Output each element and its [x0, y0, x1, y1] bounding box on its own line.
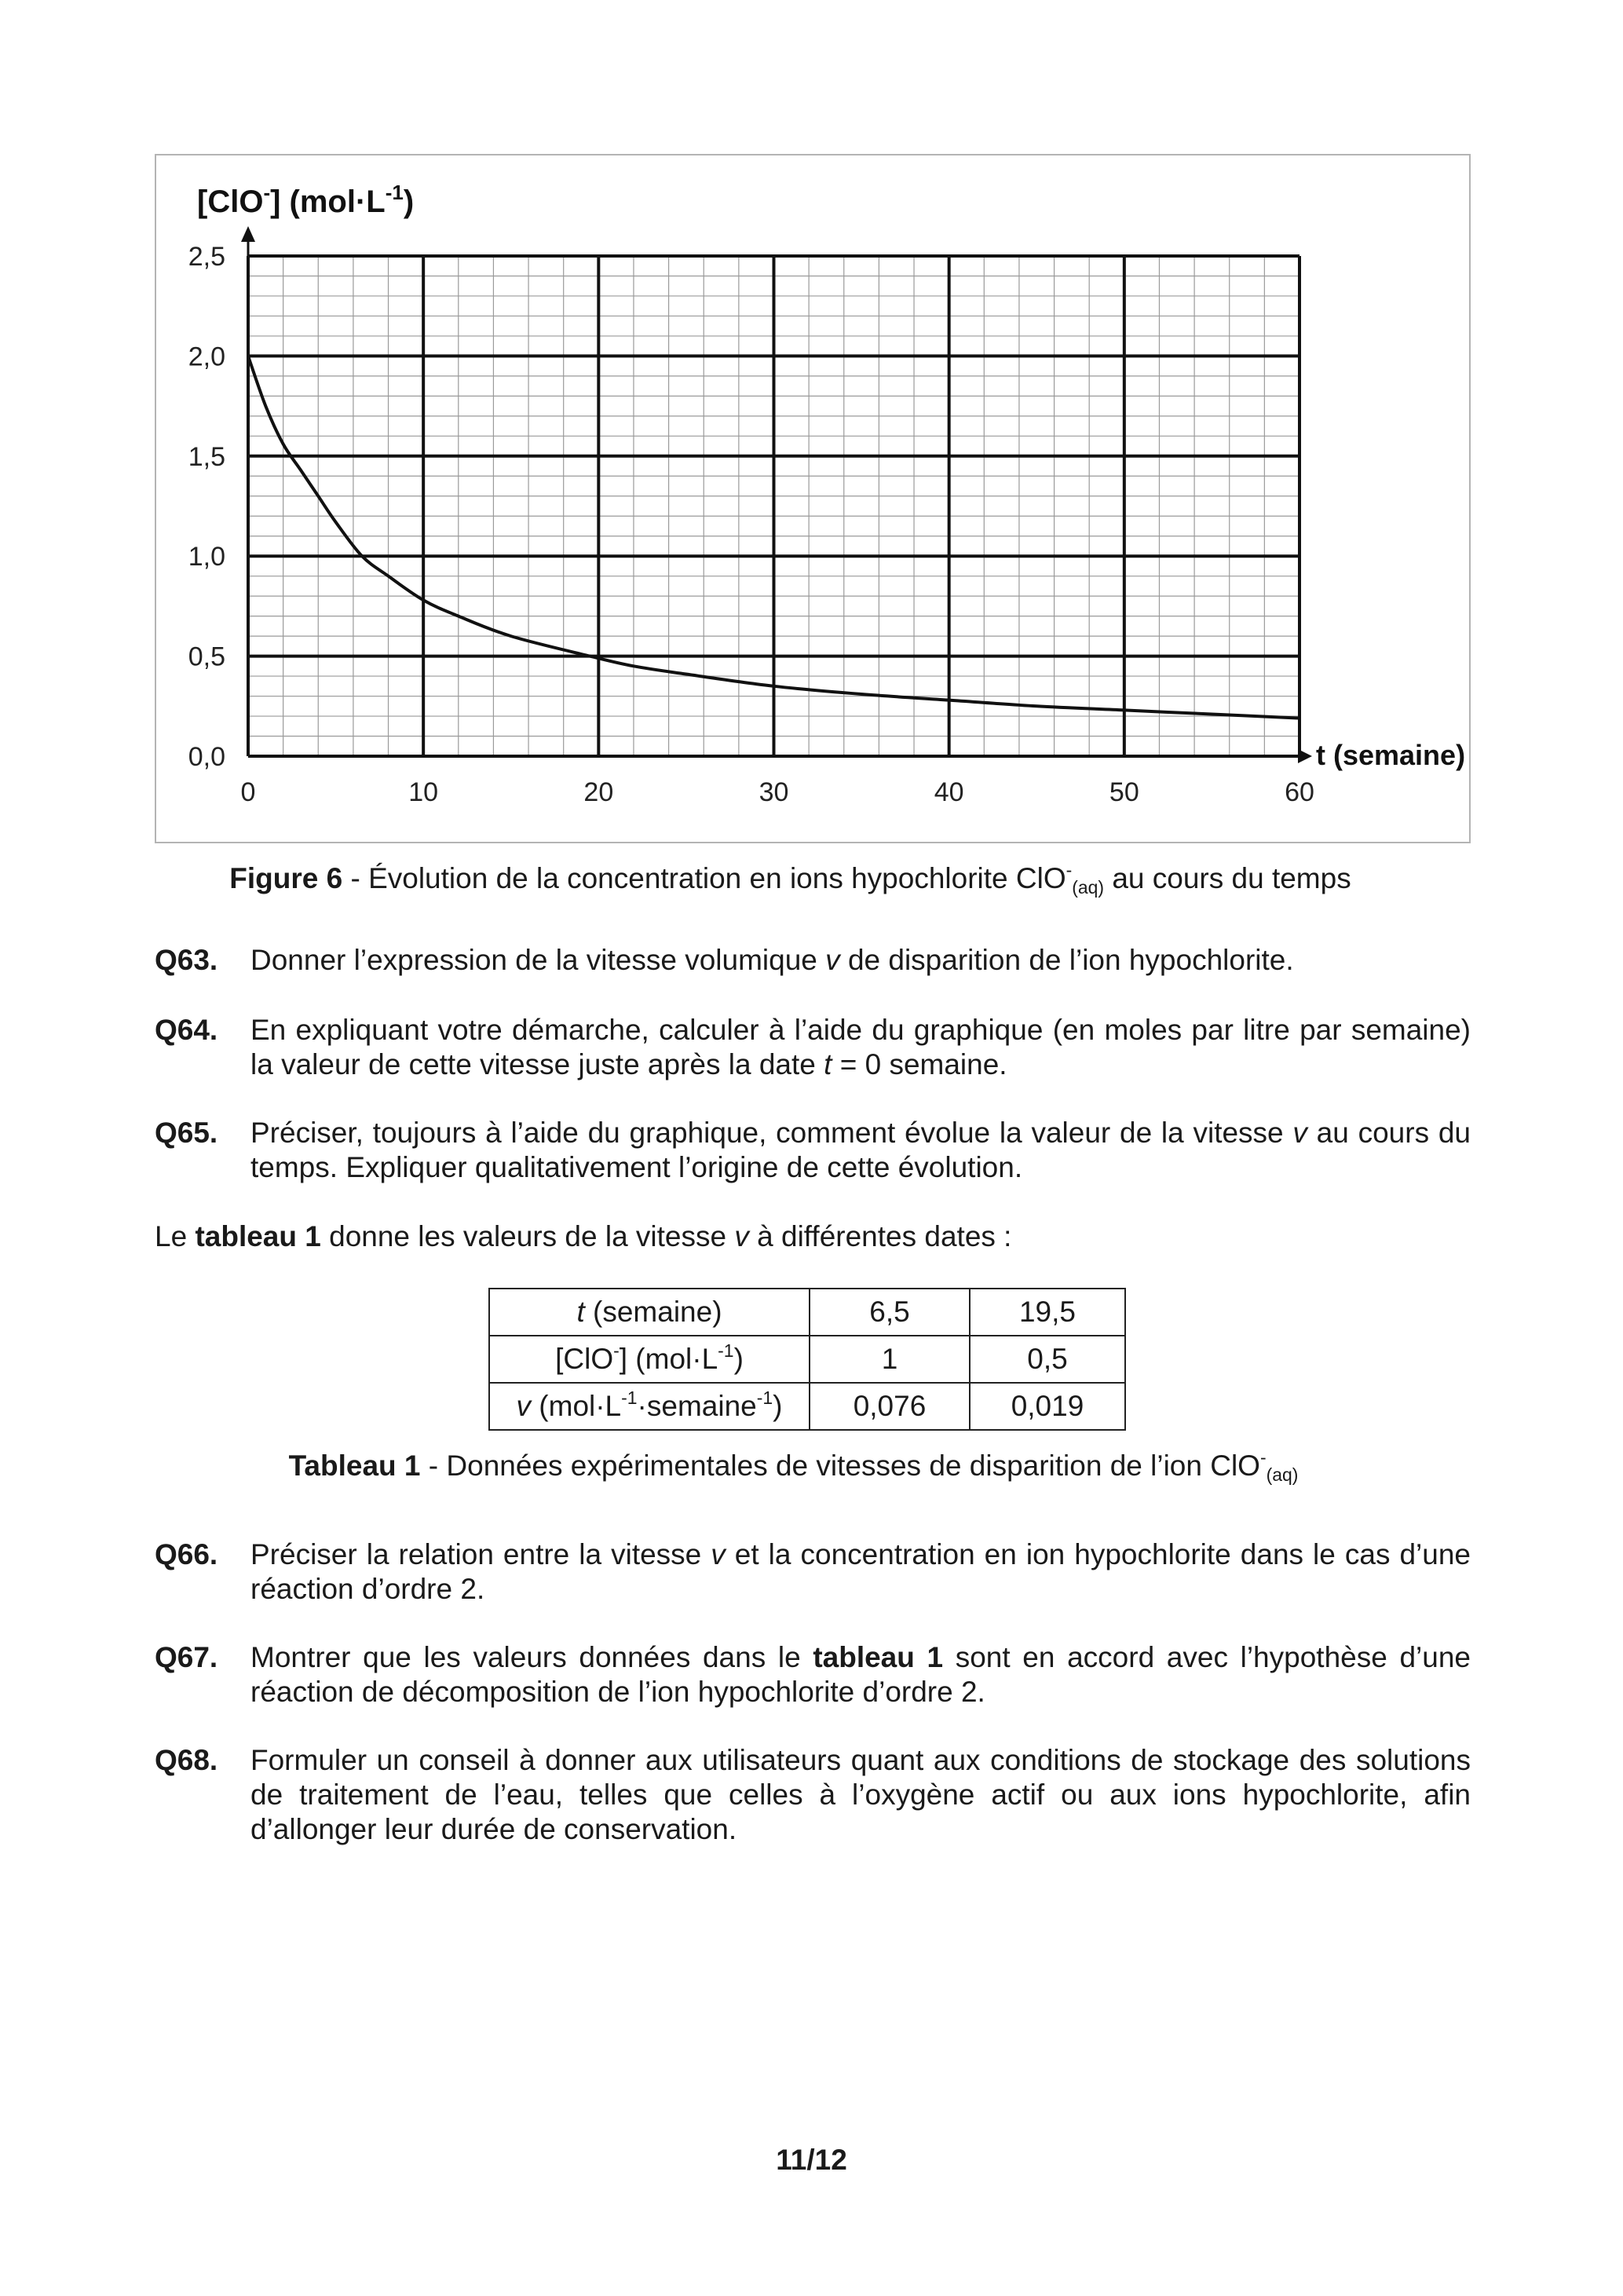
table-cell: 0,076 [810, 1383, 970, 1430]
intro-b: donne les valeurs de la vitesse [320, 1220, 735, 1252]
concentration-chart [156, 155, 1472, 845]
question-number: Q66. [155, 1538, 218, 1570]
y-tick-label: 2,5 [188, 242, 225, 272]
table-cell: 19,5 [970, 1289, 1125, 1336]
y-axis-title: [ClO-] $(mol\cdot L^{-1})$ [197, 181, 415, 219]
question-text: Donner l’expression de la vitesse volumique v de disparition de l’ion hypochlorite. [250, 944, 1294, 976]
figure-caption [0, 860, 1602, 898]
intro-v: v [734, 1220, 749, 1252]
data-table [488, 1288, 1126, 1431]
table-row [489, 1383, 1125, 1430]
question-text: Montrer que les valeurs données dans le tableau 1 sont en accord avec l’hypothèse d’une réaction de décomposition de l’ion hypochlorite d’ordre 2. [250, 1641, 1471, 1708]
table-caption-sub: (aq) [1266, 1464, 1299, 1485]
y-axis-arrow [241, 226, 255, 242]
y-tick-label: 0,0 [188, 742, 225, 772]
table-cell: 1 [810, 1336, 970, 1383]
question-number: Q67. [155, 1641, 218, 1673]
question-number: Q63. [155, 944, 218, 976]
question-text: Préciser la relation entre la vitesse v et la concentration en ion hypochlorite dans le cas d’une réaction d’ordre 2. [250, 1538, 1471, 1605]
question-number: Q68. [155, 1744, 218, 1776]
question-number: Q64. [155, 1014, 218, 1046]
table-caption-text: - Données expérimentales de vitesses de disparition de l’ion ClO [420, 1450, 1260, 1482]
question-text: En expliquant votre démarche, calculer à l’aide du graphique (en moles par litre par semaine) la valeur de cette vitesse juste après la date t = 0 semaine. [250, 1014, 1471, 1080]
page-number: 11/12 [776, 2144, 847, 2176]
table-row [489, 1336, 1125, 1383]
x-axis-title: t (semaine) [1316, 739, 1466, 771]
question-q68 [155, 1743, 1471, 1847]
question-q67 [155, 1640, 1471, 1709]
table-cell: 0,5 [970, 1336, 1125, 1383]
question-q66 [155, 1537, 1471, 1607]
intro-a: Le [155, 1220, 196, 1252]
figure-6 [155, 154, 1471, 843]
figure-caption-label: Figure 6 [229, 862, 343, 894]
table-row [489, 1289, 1125, 1336]
x-tick-label: 60 [1285, 777, 1314, 807]
x-tick-label: 30 [758, 777, 789, 807]
table-caption-sup: - [1259, 1447, 1267, 1468]
x-tick-label: 50 [1109, 777, 1139, 807]
x-axis-arrow [1298, 749, 1312, 763]
table-intro [155, 1219, 1471, 1254]
table-cell: t (semaine) [489, 1289, 810, 1336]
table-caption [0, 1447, 1605, 1485]
question-text: Formuler un conseil à donner aux utilisateurs quant aux conditions de stockage des solutions de traitement de l’eau, telles que celles à l’oxygène actif ou aux ions hypochlorite, afin d’allonger leur durée de conservation. [250, 1744, 1471, 1845]
question-q63 [155, 943, 1471, 978]
table-cell: [ClO-] $(mol\cdot L^{-1})$ [489, 1336, 810, 1383]
figure-caption-text: - Évolution de la concentration en ions hypochlorite ClO [342, 862, 1066, 894]
table-caption-label: Tableau 1 [288, 1450, 421, 1482]
y-tick-label: 0,5 [188, 642, 225, 672]
question-q64 [155, 1013, 1471, 1082]
table-cell: 0,019 [970, 1383, 1125, 1430]
y-tick-label: 1,5 [188, 441, 225, 472]
intro-bold: tableau 1 [195, 1220, 321, 1252]
intro-c: à différentes dates : [748, 1220, 1012, 1252]
question-text: Préciser, toujours à l’aide du graphique, comment évolue la valeur de la vitesse v au cours du temps. Expliquer qualitativement l’origine de cette évolution. [250, 1117, 1471, 1183]
x-tick-label: 10 [408, 777, 439, 807]
x-tick-label: 20 [583, 777, 614, 807]
figure-caption-end: au cours du temps [1104, 862, 1351, 894]
table-cell: 6,5 [810, 1289, 970, 1336]
figure-caption-sub: (aq) [1072, 876, 1105, 898]
figure-caption-sup: - [1066, 860, 1073, 881]
x-tick-label: 0 [240, 777, 256, 807]
question-number: Q65. [155, 1117, 218, 1149]
y-tick-label: 1,0 [188, 542, 225, 572]
table-cell: v $(mol\cdot L^{-1}\cdot semaine^{-1})$ [489, 1383, 810, 1430]
y-tick-label: 2,0 [188, 342, 225, 372]
x-tick-label: 40 [934, 777, 964, 807]
question-q65 [155, 1116, 1471, 1185]
